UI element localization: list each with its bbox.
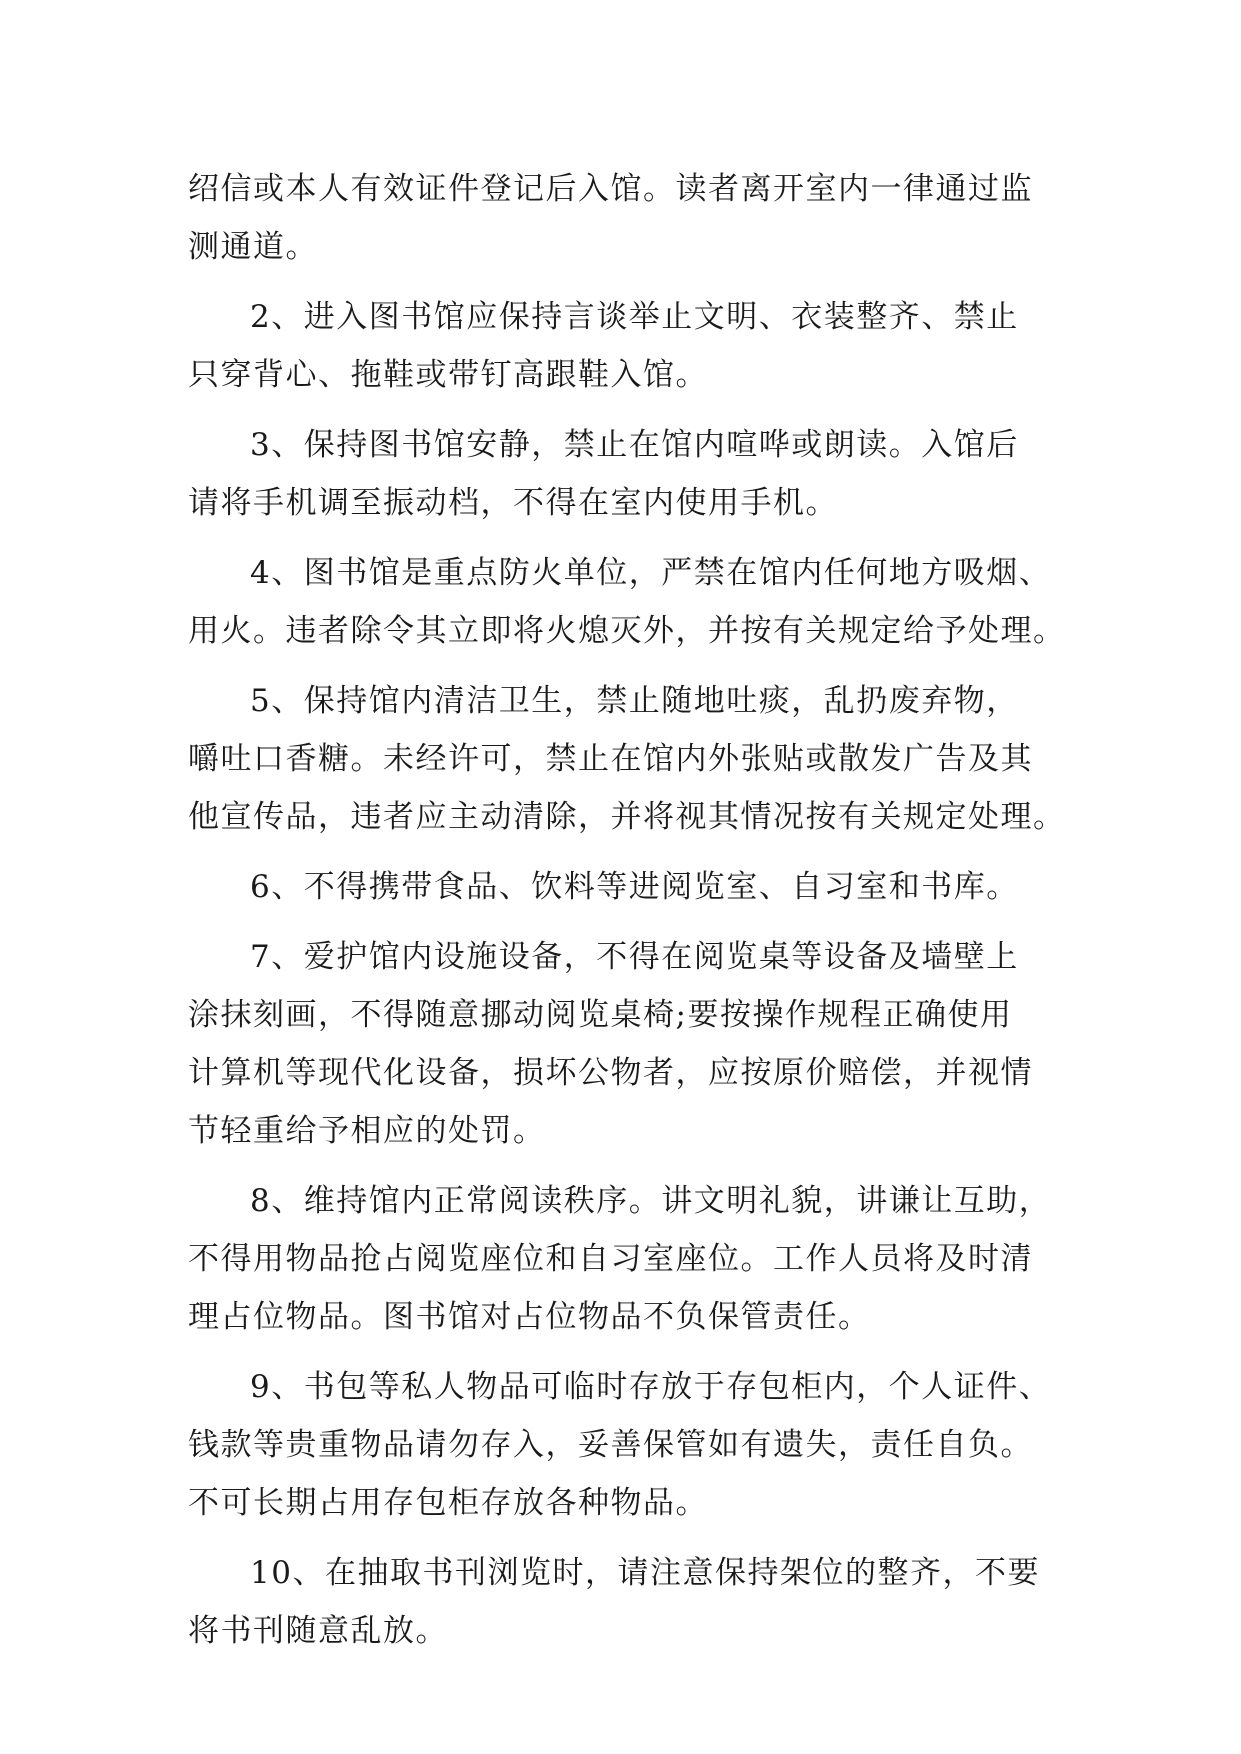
text-line: 涂抹刻画，不得随意挪动阅览桌椅;要按操作规程正确使用 xyxy=(188,997,1013,1033)
paragraph-rule-8 xyxy=(188,1172,1068,1346)
paragraph-rule-10 xyxy=(188,1544,1068,1660)
text-line: 嚼吐口香糖。未经许可，禁止在馆内外张贴或散发广告及其 xyxy=(188,741,1033,777)
text-line: 节轻重给予相应的处罚。 xyxy=(188,1113,546,1149)
paragraph-rule-6 xyxy=(188,858,1068,916)
text-line: 绍信或本人有效证件登记后入馆。读者离开室内一律通过监 xyxy=(188,171,1033,207)
text-line: 不得用物品抢占阅览座位和自习室座位。工作人员将及时清 xyxy=(188,1241,1033,1277)
text-line: 计算机等现代化设备，损坏公物者，应按原价赔偿，并视情 xyxy=(188,1055,1033,1091)
text-line: 只穿背心、拖鞋或带钉高跟鞋入馆。 xyxy=(188,357,708,393)
text-line: 8、维持馆内正常阅读秩序。讲文明礼貌，讲谦让互助， xyxy=(250,1183,1052,1219)
text-line: 理占位物品。图书馆对占位物品不负保管责任。 xyxy=(188,1299,871,1335)
text-line: 5、保持馆内清洁卫生，禁止随地吐痰，乱扔废弃物， xyxy=(250,683,1019,719)
paragraph-continuation xyxy=(188,160,1068,276)
text-line: 测通道。 xyxy=(188,229,318,265)
text-line: 6、不得携带食品、饮料等进阅览室、自习室和书库。 xyxy=(250,869,1019,905)
text-line: 将书刊随意乱放。 xyxy=(188,1613,448,1649)
paragraph-rule-5 xyxy=(188,672,1068,846)
paragraph-rule-2 xyxy=(188,288,1068,404)
paragraph-rule-9 xyxy=(188,1358,1068,1532)
document-body xyxy=(188,160,1068,1660)
text-line: 用火。违者除令其立即将火熄灭外，并按有关规定给予处理。 xyxy=(188,613,1066,649)
text-line: 不可长期占用存包柜存放各种物品。 xyxy=(188,1485,708,1521)
text-line: 7、爱护馆内设施设备，不得在阅览桌等设备及墙壁上 xyxy=(250,939,1019,975)
text-line: 2、进入图书馆应保持言谈举止文明、衣装整齐、禁止 xyxy=(250,299,1019,335)
text-line: 钱款等贵重物品请勿存入，妥善保管如有遗失，责任自负。 xyxy=(188,1427,1033,1463)
text-line: 9、书包等私人物品可临时存放于存包柜内，个人证件、 xyxy=(250,1369,1052,1405)
paragraph-rule-4 xyxy=(188,544,1068,660)
text-line: 他宣传品，违者应主动清除，并将视其情况按有关规定处理。 xyxy=(188,799,1066,835)
text-line: 10、在抽取书刊浏览时，请注意保持架位的整齐，不要 xyxy=(250,1555,1040,1591)
text-line: 4、图书馆是重点防火单位，严禁在馆内任何地方吸烟、 xyxy=(250,555,1052,591)
paragraph-rule-7 xyxy=(188,928,1068,1160)
text-line: 请将手机调至振动档，不得在室内使用手机。 xyxy=(188,485,838,521)
text-line: 3、保持图书馆安静，禁止在馆内喧哗或朗读。入馆后 xyxy=(250,427,1019,463)
paragraph-rule-3 xyxy=(188,416,1068,532)
